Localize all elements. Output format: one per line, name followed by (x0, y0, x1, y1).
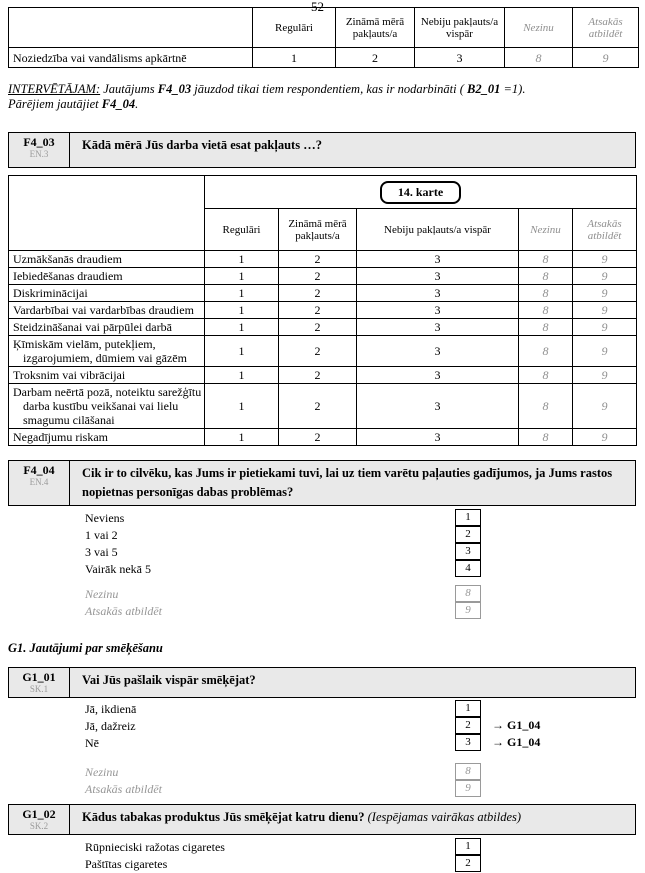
column-header-atsakas: Atsakās atbildēt (573, 8, 639, 48)
option-code-box: 1 (455, 509, 481, 526)
question-header-f4-04 (8, 460, 636, 506)
option-code-box: 1 (455, 838, 481, 855)
question-id-cell (9, 668, 70, 697)
code-cell: 9 (573, 48, 639, 68)
code-cell: 8 (519, 367, 573, 384)
interviewer-note (8, 82, 637, 112)
option-label: Nē (85, 736, 99, 750)
code-cell: 3 (357, 319, 519, 336)
option-row (8, 717, 636, 734)
row-label: Vardarbībai vai vardarbības draudiem (9, 302, 205, 319)
row-label: Diskriminācijai (9, 285, 205, 302)
question-text: Kādā mērā Jūs darba vietā esat pakļauts …? (82, 138, 322, 152)
code-cell: 3 (357, 302, 519, 319)
card-badge-cell (205, 176, 637, 209)
code-cell: 2 (279, 384, 357, 429)
code-cell: 3 (357, 336, 519, 367)
code-cell: 1 (205, 319, 279, 336)
code-cell: 9 (573, 251, 637, 268)
code-cell: 2 (279, 268, 357, 285)
table-row (9, 285, 637, 302)
code-cell: 3 (357, 367, 519, 384)
note-segment: F4_03 (157, 82, 192, 96)
code-cell: 2 (279, 429, 357, 446)
code-cell: 8 (519, 384, 573, 429)
code-cell: 3 (357, 384, 519, 429)
option-row (8, 838, 636, 855)
column-header-zinama: Zināmā mērā pakļauts/a (279, 209, 357, 251)
row-label: Noziedzība vai vandālisms apkārtnē (9, 48, 253, 68)
option-code-box: 9 (455, 602, 481, 619)
question-id: F4_04 (23, 463, 55, 477)
column-header-regulari: Regulāri (205, 209, 279, 251)
option-label: Nezinu (85, 765, 119, 779)
code-cell: 2 (279, 336, 357, 367)
note-segment: Jautājums (100, 82, 158, 96)
option-code-box: 2 (455, 717, 481, 734)
question-text (70, 805, 635, 834)
question-header-g1-02 (8, 804, 636, 835)
column-header-nezinu: Nezinu (519, 209, 573, 251)
code-cell: 8 (519, 302, 573, 319)
row-label: Iebiedēšanas draudiem (9, 268, 205, 285)
question-header-g1-01 (8, 667, 636, 698)
f4-04-dk-options (8, 585, 636, 619)
question-id-cell (9, 133, 70, 167)
code-cell: 9 (573, 268, 637, 285)
empty-corner-cell (9, 8, 253, 48)
question-id: G1_02 (22, 807, 56, 821)
option-label: 3 vai 5 (85, 545, 118, 559)
code-cell: 1 (205, 285, 279, 302)
option-row (8, 855, 636, 872)
option-row (8, 734, 636, 751)
note-segment: Pārējiem jautājiet (8, 97, 102, 111)
note-segment: =1). (500, 82, 526, 96)
question-text: Cik ir to cilvēku, kas Jums ir pietiekami tuvi, lai uz tiem varētu paļauties gadījumos, ja Jums rastos nopietnas personīgas dabas problēmas? (82, 466, 613, 499)
code-cell: 1 (205, 268, 279, 285)
code-cell: 8 (519, 319, 573, 336)
question-text: Vai Jūs pašlaik vispār smēķējat? (82, 673, 256, 687)
code-cell: 2 (279, 302, 357, 319)
option-row (8, 700, 636, 717)
option-label: Nezinu (85, 587, 119, 601)
row-label: Steidzināšanai vai pārpūlei darbā (9, 319, 205, 336)
note-segment: B2_01 (467, 82, 501, 96)
row-label: Ķīmiskām vielām, putekļiem, izgarojumiem, dūmiem vai gāzēm (9, 336, 205, 367)
code-cell: 3 (415, 48, 505, 68)
code-cell: 8 (519, 429, 573, 446)
question-id-cell (9, 461, 70, 505)
f4-04-options (8, 509, 636, 577)
code-cell: 1 (253, 48, 336, 68)
note-segment: jāuzdod tikai tiem respondentiem, kas ir nodarbināti ( (191, 82, 468, 96)
section-title: G1. Jautājumi par smēķēšanu (8, 641, 163, 655)
option-row (8, 560, 636, 577)
code-cell: 9 (573, 319, 637, 336)
code-cell: 9 (573, 384, 637, 429)
code-cell: 8 (519, 285, 573, 302)
table-row (9, 367, 637, 384)
row-label: Darbam neērtā pozā, noteiktu sarežģītu darba kustību veikšanai vai lielu smagumu cilāšanai (9, 384, 205, 429)
work-exposure-table (8, 175, 637, 446)
row-label: Uzmākšanās draudiem (9, 251, 205, 268)
code-cell: 8 (505, 48, 573, 68)
code-cell: 1 (205, 384, 279, 429)
option-code-box: 4 (455, 560, 481, 577)
code-cell: 1 (205, 251, 279, 268)
question-header-f4-03 (8, 132, 636, 168)
question-text-main: Kādus tabakas produktus Jūs smēķējat katru dienu? (82, 810, 368, 824)
option-code-box: 2 (455, 526, 481, 543)
column-header-atsakas: Atsakās atbildēt (573, 209, 637, 251)
g1-01-options (8, 700, 636, 751)
code-cell: 2 (279, 319, 357, 336)
code-cell: 9 (573, 336, 637, 367)
note-segment: F4_04 (101, 97, 136, 111)
code-cell: 2 (336, 48, 415, 68)
crime-exposure-table (8, 7, 639, 68)
code-cell: 1 (205, 429, 279, 446)
option-code-box: 8 (455, 763, 481, 780)
code-cell: 3 (357, 268, 519, 285)
code-cell: 1 (205, 367, 279, 384)
table-row (9, 336, 637, 367)
option-label: Atsakās atbildēt (85, 782, 162, 796)
code-cell: 9 (573, 302, 637, 319)
option-label: Rūpnieciski ražotas cigaretes (85, 840, 225, 854)
option-code-box: 9 (455, 780, 481, 797)
interviewer-note-line1 (8, 82, 637, 97)
option-label: Jā, ikdienā (85, 702, 137, 716)
row-label: Negadījumu riskam (9, 429, 205, 446)
question-subid: SK.2 (29, 821, 49, 831)
option-label: Neviens (85, 511, 125, 525)
option-label: Atsakās atbildēt (85, 604, 162, 618)
question-id: G1_01 (22, 670, 56, 684)
option-row (8, 543, 636, 560)
code-cell: 3 (357, 285, 519, 302)
code-cell: 9 (573, 285, 637, 302)
skip-instruction: → G1_04 (492, 735, 541, 749)
column-header-nebiju: Nebiju pakļauts/a vispār (357, 209, 519, 251)
question-subid: EN.3 (29, 149, 49, 159)
code-cell: 3 (357, 251, 519, 268)
table-row (9, 268, 637, 285)
note-segment: . (135, 97, 139, 111)
table-row (9, 384, 637, 429)
code-cell: 8 (519, 268, 573, 285)
question-text-note: (Iespējamas vairākas atbildes) (367, 810, 522, 824)
table-row (9, 251, 637, 268)
code-cell: 1 (205, 336, 279, 367)
option-label: Jā, dažreiz (85, 719, 136, 733)
option-code-box: 1 (455, 700, 481, 717)
option-row (8, 585, 636, 602)
option-label: 1 vai 2 (85, 528, 118, 542)
question-id: F4_03 (23, 135, 55, 149)
option-code-box: 8 (455, 585, 481, 602)
g1-01-dk-options (8, 763, 636, 797)
column-header-regulari: Regulāri (253, 8, 336, 48)
option-row (8, 526, 636, 543)
option-row (8, 602, 636, 619)
question-subid: EN.4 (29, 477, 49, 487)
card-badge: 14. karte (380, 181, 461, 204)
row-label: Troksnim vai vibrācijai (9, 367, 205, 384)
table-row (9, 302, 637, 319)
code-cell: 3 (357, 429, 519, 446)
column-header-nebiju: Nebiju pakļauts/a vispār (415, 8, 505, 48)
option-code-box: 3 (455, 543, 481, 560)
question-id-cell (9, 805, 70, 834)
option-code-box: 3 (455, 734, 481, 751)
column-header-zinama: Zināmā mērā pakļauts/a (336, 8, 415, 48)
code-cell: 9 (573, 367, 637, 384)
option-label: Vairāk nekā 5 (85, 562, 151, 576)
skip-instruction: → G1_04 (492, 718, 541, 732)
interviewer-note-line2 (8, 97, 637, 112)
question-subid: SK.1 (29, 684, 49, 694)
option-row (8, 763, 636, 780)
column-header-nezinu: Nezinu (505, 8, 573, 48)
g1-02-options (8, 838, 636, 872)
code-cell: 8 (519, 251, 573, 268)
code-cell: 2 (279, 367, 357, 384)
code-cell: 1 (205, 302, 279, 319)
option-row (8, 780, 636, 797)
code-cell: 8 (519, 336, 573, 367)
page-number: 52 (311, 0, 324, 14)
table-row (9, 48, 639, 68)
table-row (9, 319, 637, 336)
option-row (8, 509, 636, 526)
code-cell: 9 (573, 429, 637, 446)
code-cell: 2 (279, 285, 357, 302)
empty-corner-cell (9, 176, 205, 251)
option-code-box: 2 (455, 855, 481, 872)
note-segment: INTERVĒTĀJAM: (8, 82, 101, 96)
option-label: Paštītas cigaretes (85, 857, 168, 871)
table-row (9, 429, 637, 446)
code-cell: 2 (279, 251, 357, 268)
